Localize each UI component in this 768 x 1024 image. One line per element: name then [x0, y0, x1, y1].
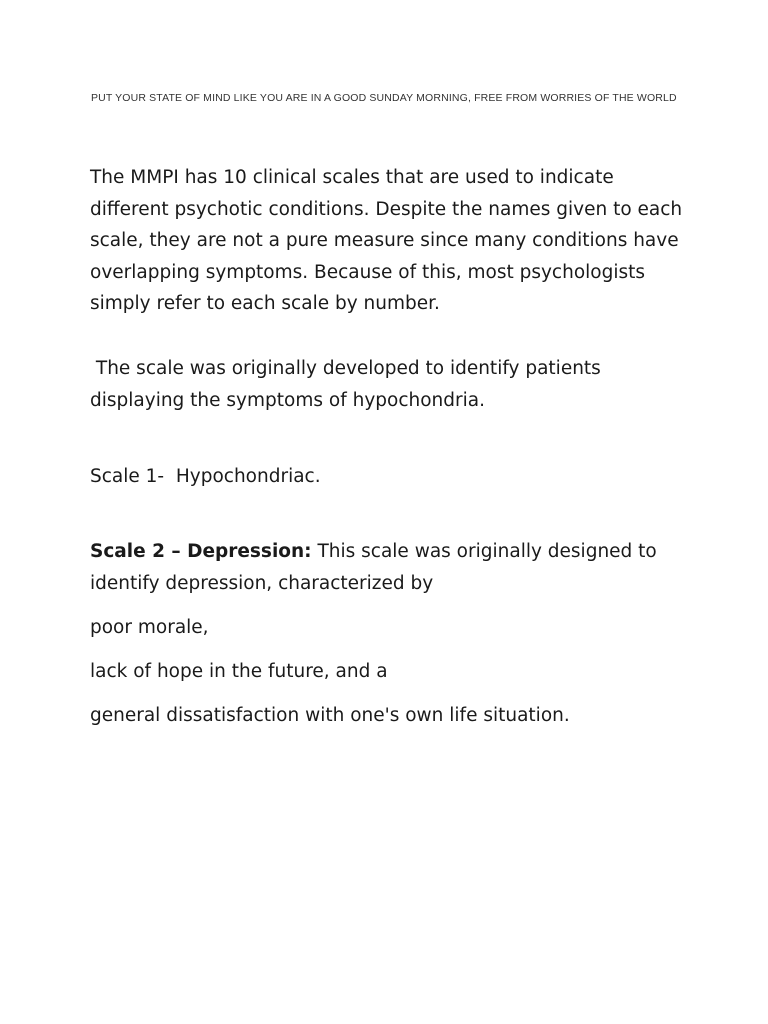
characteristic-item: lack of hope in the future, and a [90, 661, 388, 682]
characteristic-item: general dissatisfaction with one's own life situation. [90, 705, 570, 726]
scale2-description: This scale was originally designed to identify depression, characterized by [90, 541, 657, 594]
intro-paragraph: The MMPI has 10 clinical scales that are used to indicate different psychotic conditions. Despite the names given to each scale, they are not a pure measure since many conditions have overlapping symptoms. Because of this, most psychologists simply refer to each scale by number. [90, 167, 683, 314]
scale2-title: Scale 2 – Depression: [90, 541, 312, 562]
scale1-label: Scale 1- Hypochondriac. [90, 466, 321, 487]
header-note: PUT YOUR STATE OF MIND LIKE YOU ARE IN A GOOD SUNDAY MORNING, FREE FROM WORRIES OF THE WORLD [91, 92, 677, 104]
scale2-paragraph [90, 536, 690, 599]
characteristic-item: poor morale, [90, 617, 209, 638]
scale-description-paragraph: The scale was originally developed to identify patients displaying the symptoms of hypochondria. [90, 358, 607, 411]
